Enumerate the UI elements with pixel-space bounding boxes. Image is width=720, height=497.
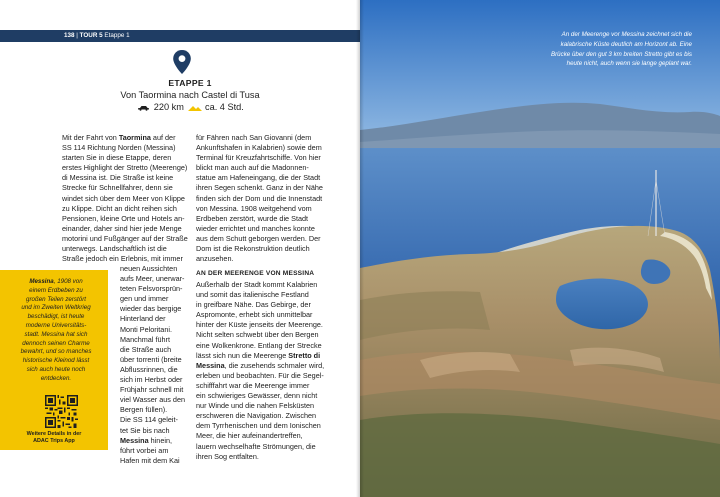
section-subheading-wrap	[196, 269, 314, 279]
right-page-photo	[360, 0, 720, 497]
stage-number: ETAPPE 1	[168, 78, 212, 88]
text-line: erschweren die Navigation. Zwischen	[196, 411, 317, 421]
map-pin-icon	[172, 49, 192, 75]
text-line: über torrenti (breite	[120, 354, 182, 364]
text-line: ihren Sog entfalten.	[196, 451, 259, 461]
text-line: ein schwieriges Gewässer, denn nicht	[196, 391, 318, 401]
strait-of-messina-photo	[360, 0, 720, 497]
text-line: nur Winde und die nahen Felsküsten	[196, 401, 315, 411]
text-line: Nicht selten schwebt über den Bergen	[196, 330, 319, 340]
body-text-col2	[196, 133, 323, 264]
text-line: windet sich über dem Meer von Klippe	[62, 193, 185, 203]
text-line: tet Sie bis nach	[120, 425, 170, 435]
text-line: unterwegs. Landschaftlich ist die	[62, 244, 167, 254]
text-line: Strecke für Schnellfahrer, denn sie	[62, 183, 173, 193]
text-line: aus dem Schutt geborgen werden. Der	[196, 233, 321, 243]
text-line: und somit das italienische Festland	[196, 290, 309, 300]
body-text-col1-continued	[120, 264, 185, 466]
text-line: hinter der Küste jenseits der Meerenge.	[196, 320, 323, 330]
text-line: SS 114 Richtung Norden (Messina)	[62, 143, 176, 153]
photo-caption	[492, 30, 692, 69]
text-line: Hafen mit dem Kai	[120, 455, 180, 465]
info-box-line: entdecken.	[40, 374, 72, 382]
tour-label: TOUR 5	[79, 32, 103, 39]
body-text-col2-continued	[196, 280, 324, 462]
section-subheading: AN DER MEERENGE VON MESSINA	[196, 270, 315, 277]
text-line: starten Sie in diese Etappe, deren	[62, 153, 172, 163]
info-box-line: Messina, 1908 von	[29, 278, 83, 285]
text-line: ihren Segen schenkt. Ganz in der Nähe	[196, 183, 323, 193]
text-line: Bergen füllen).	[120, 405, 168, 415]
info-box-text	[8, 278, 104, 384]
info-box-line: großen Teilen zerstört	[26, 295, 86, 303]
text-line: in greifbare Nähe. Das Gebirge, der	[196, 300, 311, 310]
text-line: sich im Herbst oder	[120, 375, 183, 385]
page-number: 138	[64, 32, 75, 39]
text-line: Manchmal führt	[120, 334, 170, 344]
text-line: schifffahrt war die Meerenge immer	[196, 380, 310, 390]
photo-caption-line: Brücke über den gut 3 km breiten Stretto gibt es bis	[550, 50, 692, 58]
running-header-text: 138 | TOUR 5 Etappe 1	[64, 32, 130, 39]
text-line: Pensionen, kleine Orte und Hotels an-	[62, 213, 185, 223]
text-line: Monti Peloritani.	[120, 324, 172, 334]
text-line: viel Wasser aus den	[120, 395, 186, 405]
stage-distance: 220 km	[153, 102, 184, 112]
text-line: Ankunftshafen in Kalabrien) sowie dem	[196, 143, 322, 153]
section-label: Etappe 1	[104, 32, 130, 39]
text-line: Abflussrinnen, die	[120, 364, 178, 374]
info-box-line: sich auch heute noch	[26, 365, 86, 373]
text-line: Mit der Fahrt von Taormina auf der	[62, 133, 176, 142]
text-line: Messina, die zusehends schmaler wird,	[196, 360, 325, 370]
info-box-line: einem Erdbeben zu	[29, 286, 83, 294]
info-box-line: moderne Universitäts-	[25, 321, 87, 329]
photo-caption-line: kalabrische Küste deutlich am Horizont ab. Eine	[560, 40, 692, 48]
car-icon	[137, 105, 150, 111]
text-line: dem Tyrrhenischen und dem Ionischen	[196, 421, 321, 431]
qr-caption: Weitere Details in der ADAC Trips App	[26, 431, 82, 445]
info-box-line: beschädigt, ist heute	[27, 313, 85, 321]
text-line: die Straße auch	[120, 344, 172, 354]
text-line: statue am Hafeneingang, die der Stadt	[196, 173, 321, 183]
text-line: für Fähren nach San Giovanni (dem	[196, 133, 312, 142]
text-line: aufs Meer, unerwar-	[120, 274, 185, 284]
info-box	[0, 270, 108, 450]
text-line: lässt sich nun die Meerenge Stretto di	[196, 350, 321, 360]
text-line: Straße jedoch ein Erlebnis, mit immer	[62, 254, 183, 264]
text-line: Terminal für Kreuzfahrtschiffe. Von hier	[196, 153, 321, 163]
text-line: Messina hinein,	[120, 435, 173, 445]
text-line: eine Wolkenkrone. Entlang der Strecke	[196, 340, 322, 350]
info-box-line: und im Zweiten Weltkrieg	[21, 304, 91, 312]
flag-icon	[188, 104, 202, 112]
photo-caption-line: heute nicht, auch wenn sie lange geplant war.	[566, 60, 692, 68]
text-line: neuen Aussichten	[120, 264, 178, 273]
text-line: Aspromonte, erhebt sich unmittelbar	[196, 310, 313, 320]
text-line: Dom ist die Rekonstruktion deutlich	[196, 244, 310, 254]
text-line: lauern wechselhafte Strömungen, die	[196, 441, 316, 451]
text-line: wieder das bergige	[120, 304, 182, 314]
text-line: Außerhalb der Stadt kommt Kalabrien	[196, 280, 318, 289]
info-box-line: stadt. Messina hat sich	[24, 330, 88, 338]
text-line: blickt man auch auf die Madonnen-	[196, 163, 309, 173]
page-gutter	[356, 0, 364, 497]
text-line: einander, daher sind hier jede Menge	[62, 223, 182, 233]
text-line: Erdbeben zerstört, wurde die Stadt	[196, 213, 309, 223]
text-line: finden sich der Dom und die Innenstadt	[196, 193, 323, 203]
text-line: di Messina ist. Die Straße ist keine	[62, 173, 174, 183]
stage-duration: ca. 4 Std.	[205, 102, 244, 112]
text-line: Hinterland der	[120, 314, 166, 324]
stage-route: Von Taormina nach Castel di Tusa	[120, 90, 260, 100]
text-line: erleben und beobachten. Für die Segel-	[196, 370, 324, 380]
text-line: anzusehen.	[196, 254, 234, 264]
text-line: Die SS 114 geleit-	[120, 415, 178, 425]
text-line: motorini und Fußgänger auf der Straße	[62, 233, 188, 243]
photo-caption-line: An der Meerenge vor Messina zeichnet sich die	[561, 31, 692, 38]
text-line: gen und immer	[120, 294, 169, 304]
text-line: wieder errichtet und manches konnte	[196, 223, 315, 233]
info-box-line: dennoch seinen Charme	[22, 339, 90, 347]
running-header	[0, 30, 360, 42]
text-line: von Messina. 1908 weitgehend vom	[196, 203, 312, 213]
body-text-col1	[62, 133, 188, 264]
text-line: Frühjahr schnell mit	[120, 385, 184, 395]
info-box-line: bewahrt, und so manches	[20, 348, 92, 356]
info-box-line: historische Kleinod lässt	[22, 357, 90, 365]
text-line: Meer, die hier aufeinandertreffen,	[196, 431, 303, 441]
qr-code-icon[interactable]	[45, 395, 78, 428]
text-line: führt vorbei am	[120, 445, 169, 455]
text-line: teten Felsvorsprün-	[120, 284, 183, 294]
text-line: zu Klippe. Dicht an dicht reihen sich	[62, 203, 177, 213]
stage-meta	[60, 102, 320, 112]
text-line: erstes Highlight der Stretto (Meerenge)	[62, 163, 188, 173]
